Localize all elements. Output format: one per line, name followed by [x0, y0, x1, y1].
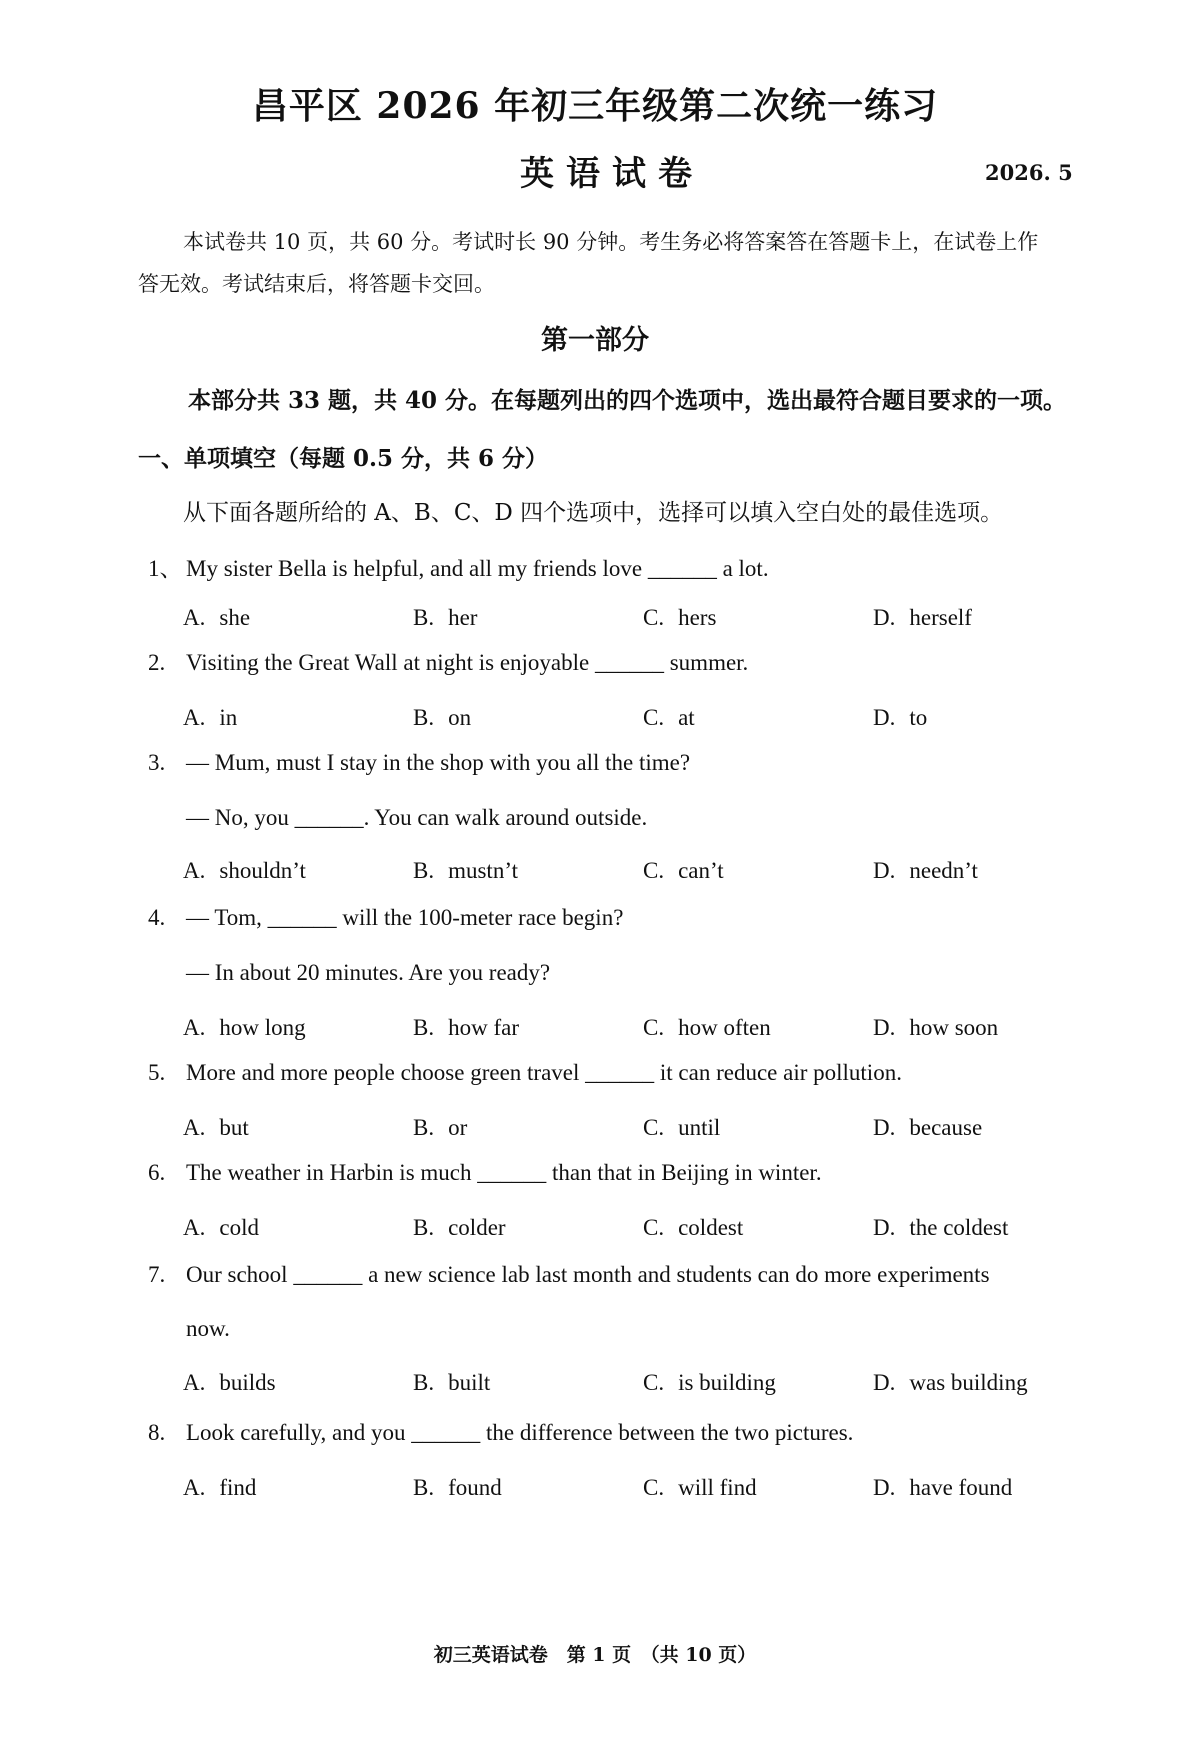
- answer-option: [643, 1015, 771, 1041]
- option-letter: C.: [643, 1015, 665, 1040]
- question-text: now.: [186, 1316, 230, 1341]
- exam-subtitle: 英语试卷: [520, 154, 704, 194]
- answer-option: [413, 705, 471, 731]
- answer-option: [183, 858, 306, 884]
- answer-option: [183, 1215, 259, 1241]
- question-text: Our school ______ a new science lab last month and students can do more experiments: [186, 1262, 990, 1287]
- option-text: built: [448, 1370, 491, 1395]
- question-stem: [148, 1420, 853, 1446]
- option-text: cold: [219, 1215, 259, 1240]
- answer-option: [413, 1475, 502, 1501]
- answer-option: [873, 1015, 998, 1041]
- answer-option: [643, 858, 724, 884]
- answer-option: [183, 1115, 249, 1141]
- option-text: her: [448, 605, 478, 630]
- question-stem: [186, 960, 550, 986]
- question-stem: [148, 1160, 822, 1186]
- option-text: was building: [909, 1370, 1028, 1395]
- answer-option: [183, 1475, 256, 1501]
- option-letter: D.: [873, 1015, 896, 1040]
- answer-option: [183, 705, 237, 731]
- question-text: Visiting the Great Wall at night is enjoyable ______ summer.: [186, 650, 749, 675]
- answer-option: [643, 605, 716, 631]
- option-text: mustn’t: [448, 858, 518, 883]
- part-description: 本部分共 33 题，共 40 分。在每题列出的四个选项中，选出最符合题目要求的一项。: [188, 387, 1067, 414]
- question-number: 6.: [148, 1160, 166, 1185]
- answer-option: [873, 1370, 1028, 1396]
- option-letter: A.: [183, 705, 206, 730]
- option-letter: D.: [873, 858, 896, 883]
- option-text: how far: [448, 1015, 519, 1040]
- option-letter: A.: [183, 1370, 206, 1395]
- section-instruction: 从下面各题所给的 A、B、C、D 四个选项中，选择可以填入空白处的最佳选项。: [183, 500, 1004, 526]
- option-text: how long: [219, 1015, 306, 1040]
- option-text: at: [678, 705, 695, 730]
- option-letter: D.: [873, 1215, 896, 1240]
- option-letter: B.: [413, 1015, 435, 1040]
- page-footer: 初三英语试卷 第 1 页 （共 10 页）: [433, 1644, 757, 1666]
- question-number: 2.: [148, 650, 166, 675]
- question-stem: [148, 750, 690, 776]
- answer-option: [643, 1215, 743, 1241]
- answer-option: [413, 605, 477, 631]
- intro-line-1: 本试卷共 10 页，共 60 分。考试时长 90 分钟。考生务必将答案答在答题卡上，在试卷上作: [183, 230, 1039, 254]
- option-letter: A.: [183, 1015, 206, 1040]
- question-text: — Tom, ______ will the 100-meter race begin?: [186, 905, 624, 930]
- section-title: 一、单项填空（每题 0.5 分，共 6 分）: [138, 445, 549, 472]
- answer-option: [873, 605, 972, 631]
- answer-option: [413, 1370, 490, 1396]
- option-letter: B.: [413, 1475, 435, 1500]
- option-letter: A.: [183, 1115, 206, 1140]
- exam-title: 昌平区 2026 年初三年级第二次统一练习: [251, 85, 939, 127]
- exam-date: 2026. 5: [985, 160, 1073, 185]
- option-text: needn’t: [909, 858, 978, 883]
- option-text: how often: [678, 1015, 771, 1040]
- question-stem: [148, 650, 748, 676]
- answer-option: [643, 705, 695, 731]
- option-letter: D.: [873, 1475, 896, 1500]
- question-stem: [148, 905, 623, 931]
- option-letter: A.: [183, 1475, 206, 1500]
- answer-option: [873, 1115, 982, 1141]
- option-text: on: [448, 705, 472, 730]
- option-text: have found: [909, 1475, 1013, 1500]
- question-text: More and more people choose green travel ______ it can reduce air pollution.: [186, 1060, 902, 1085]
- question-text: — No, you ______. You can walk around outside.: [186, 805, 648, 830]
- option-text: or: [448, 1115, 468, 1140]
- option-letter: B.: [413, 1370, 435, 1395]
- option-letter: D.: [873, 1115, 896, 1140]
- option-text: until: [678, 1115, 721, 1140]
- question-text: Look carefully, and you ______ the difference between the two pictures.: [186, 1420, 854, 1445]
- option-letter: C.: [643, 1370, 665, 1395]
- option-letter: A.: [183, 605, 206, 630]
- option-letter: D.: [873, 1370, 896, 1395]
- answer-option: [643, 1115, 720, 1141]
- option-text: the coldest: [909, 1215, 1009, 1240]
- option-letter: D.: [873, 605, 896, 630]
- option-text: she: [219, 605, 251, 630]
- question-stem: [186, 1316, 230, 1342]
- option-letter: C.: [643, 1115, 665, 1140]
- question-text: My sister Bella is helpful, and all my friends love ______ a lot.: [186, 556, 769, 581]
- option-letter: B.: [413, 858, 435, 883]
- answer-option: [183, 605, 250, 631]
- option-letter: C.: [643, 1475, 665, 1500]
- option-letter: C.: [643, 605, 665, 630]
- question-stem: [148, 1060, 902, 1086]
- question-number: 8.: [148, 1420, 166, 1445]
- option-text: because: [909, 1115, 983, 1140]
- option-letter: D.: [873, 705, 896, 730]
- option-text: is building: [678, 1370, 776, 1395]
- answer-option: [183, 1370, 276, 1396]
- option-text: in: [219, 705, 238, 730]
- answer-option: [873, 1215, 1008, 1241]
- option-letter: C.: [643, 858, 665, 883]
- question-number: 7.: [148, 1262, 166, 1287]
- option-text: shouldn’t: [219, 858, 306, 883]
- answer-option: [413, 1115, 467, 1141]
- option-letter: A.: [183, 858, 206, 883]
- answer-option: [183, 1015, 306, 1041]
- option-letter: A.: [183, 1215, 206, 1240]
- question-number: 4.: [148, 905, 166, 930]
- option-letter: B.: [413, 605, 435, 630]
- question-stem: [148, 550, 769, 583]
- option-letter: C.: [643, 1215, 665, 1240]
- question-text: — In about 20 minutes. Are you ready?: [186, 960, 551, 985]
- option-text: how soon: [909, 1015, 999, 1040]
- option-letter: B.: [413, 1215, 435, 1240]
- answer-option: [643, 1475, 757, 1501]
- option-text: coldest: [678, 1215, 744, 1240]
- option-text: herself: [909, 605, 972, 630]
- question-stem: [148, 1262, 990, 1288]
- option-text: but: [219, 1115, 249, 1140]
- option-text: hers: [678, 605, 717, 630]
- intro-line-2: 答无效。考试结束后，将答题卡交回。: [138, 272, 495, 296]
- question-number: 3.: [148, 750, 166, 775]
- question-number: 1、: [148, 556, 183, 581]
- question-text: The weather in Harbin is much ______ than that in Beijing in winter.: [186, 1160, 822, 1185]
- question-stem: [186, 805, 647, 831]
- option-text: to: [909, 705, 928, 730]
- option-letter: B.: [413, 1115, 435, 1140]
- option-text: will find: [678, 1475, 757, 1500]
- option-text: found: [448, 1475, 502, 1500]
- part-title: 第一部分: [541, 325, 649, 356]
- option-text: colder: [448, 1215, 506, 1240]
- option-letter: C.: [643, 705, 665, 730]
- answer-option: [643, 1370, 776, 1396]
- answer-option: [873, 858, 978, 884]
- answer-option: [413, 858, 518, 884]
- option-letter: B.: [413, 705, 435, 730]
- answer-option: [413, 1015, 519, 1041]
- option-text: can’t: [678, 858, 724, 883]
- question-number: 5.: [148, 1060, 166, 1085]
- option-text: find: [219, 1475, 257, 1500]
- answer-option: [873, 1475, 1012, 1501]
- answer-option: [873, 705, 927, 731]
- answer-option: [413, 1215, 506, 1241]
- option-text: builds: [219, 1370, 276, 1395]
- question-text: — Mum, must I stay in the shop with you all the time?: [186, 750, 691, 775]
